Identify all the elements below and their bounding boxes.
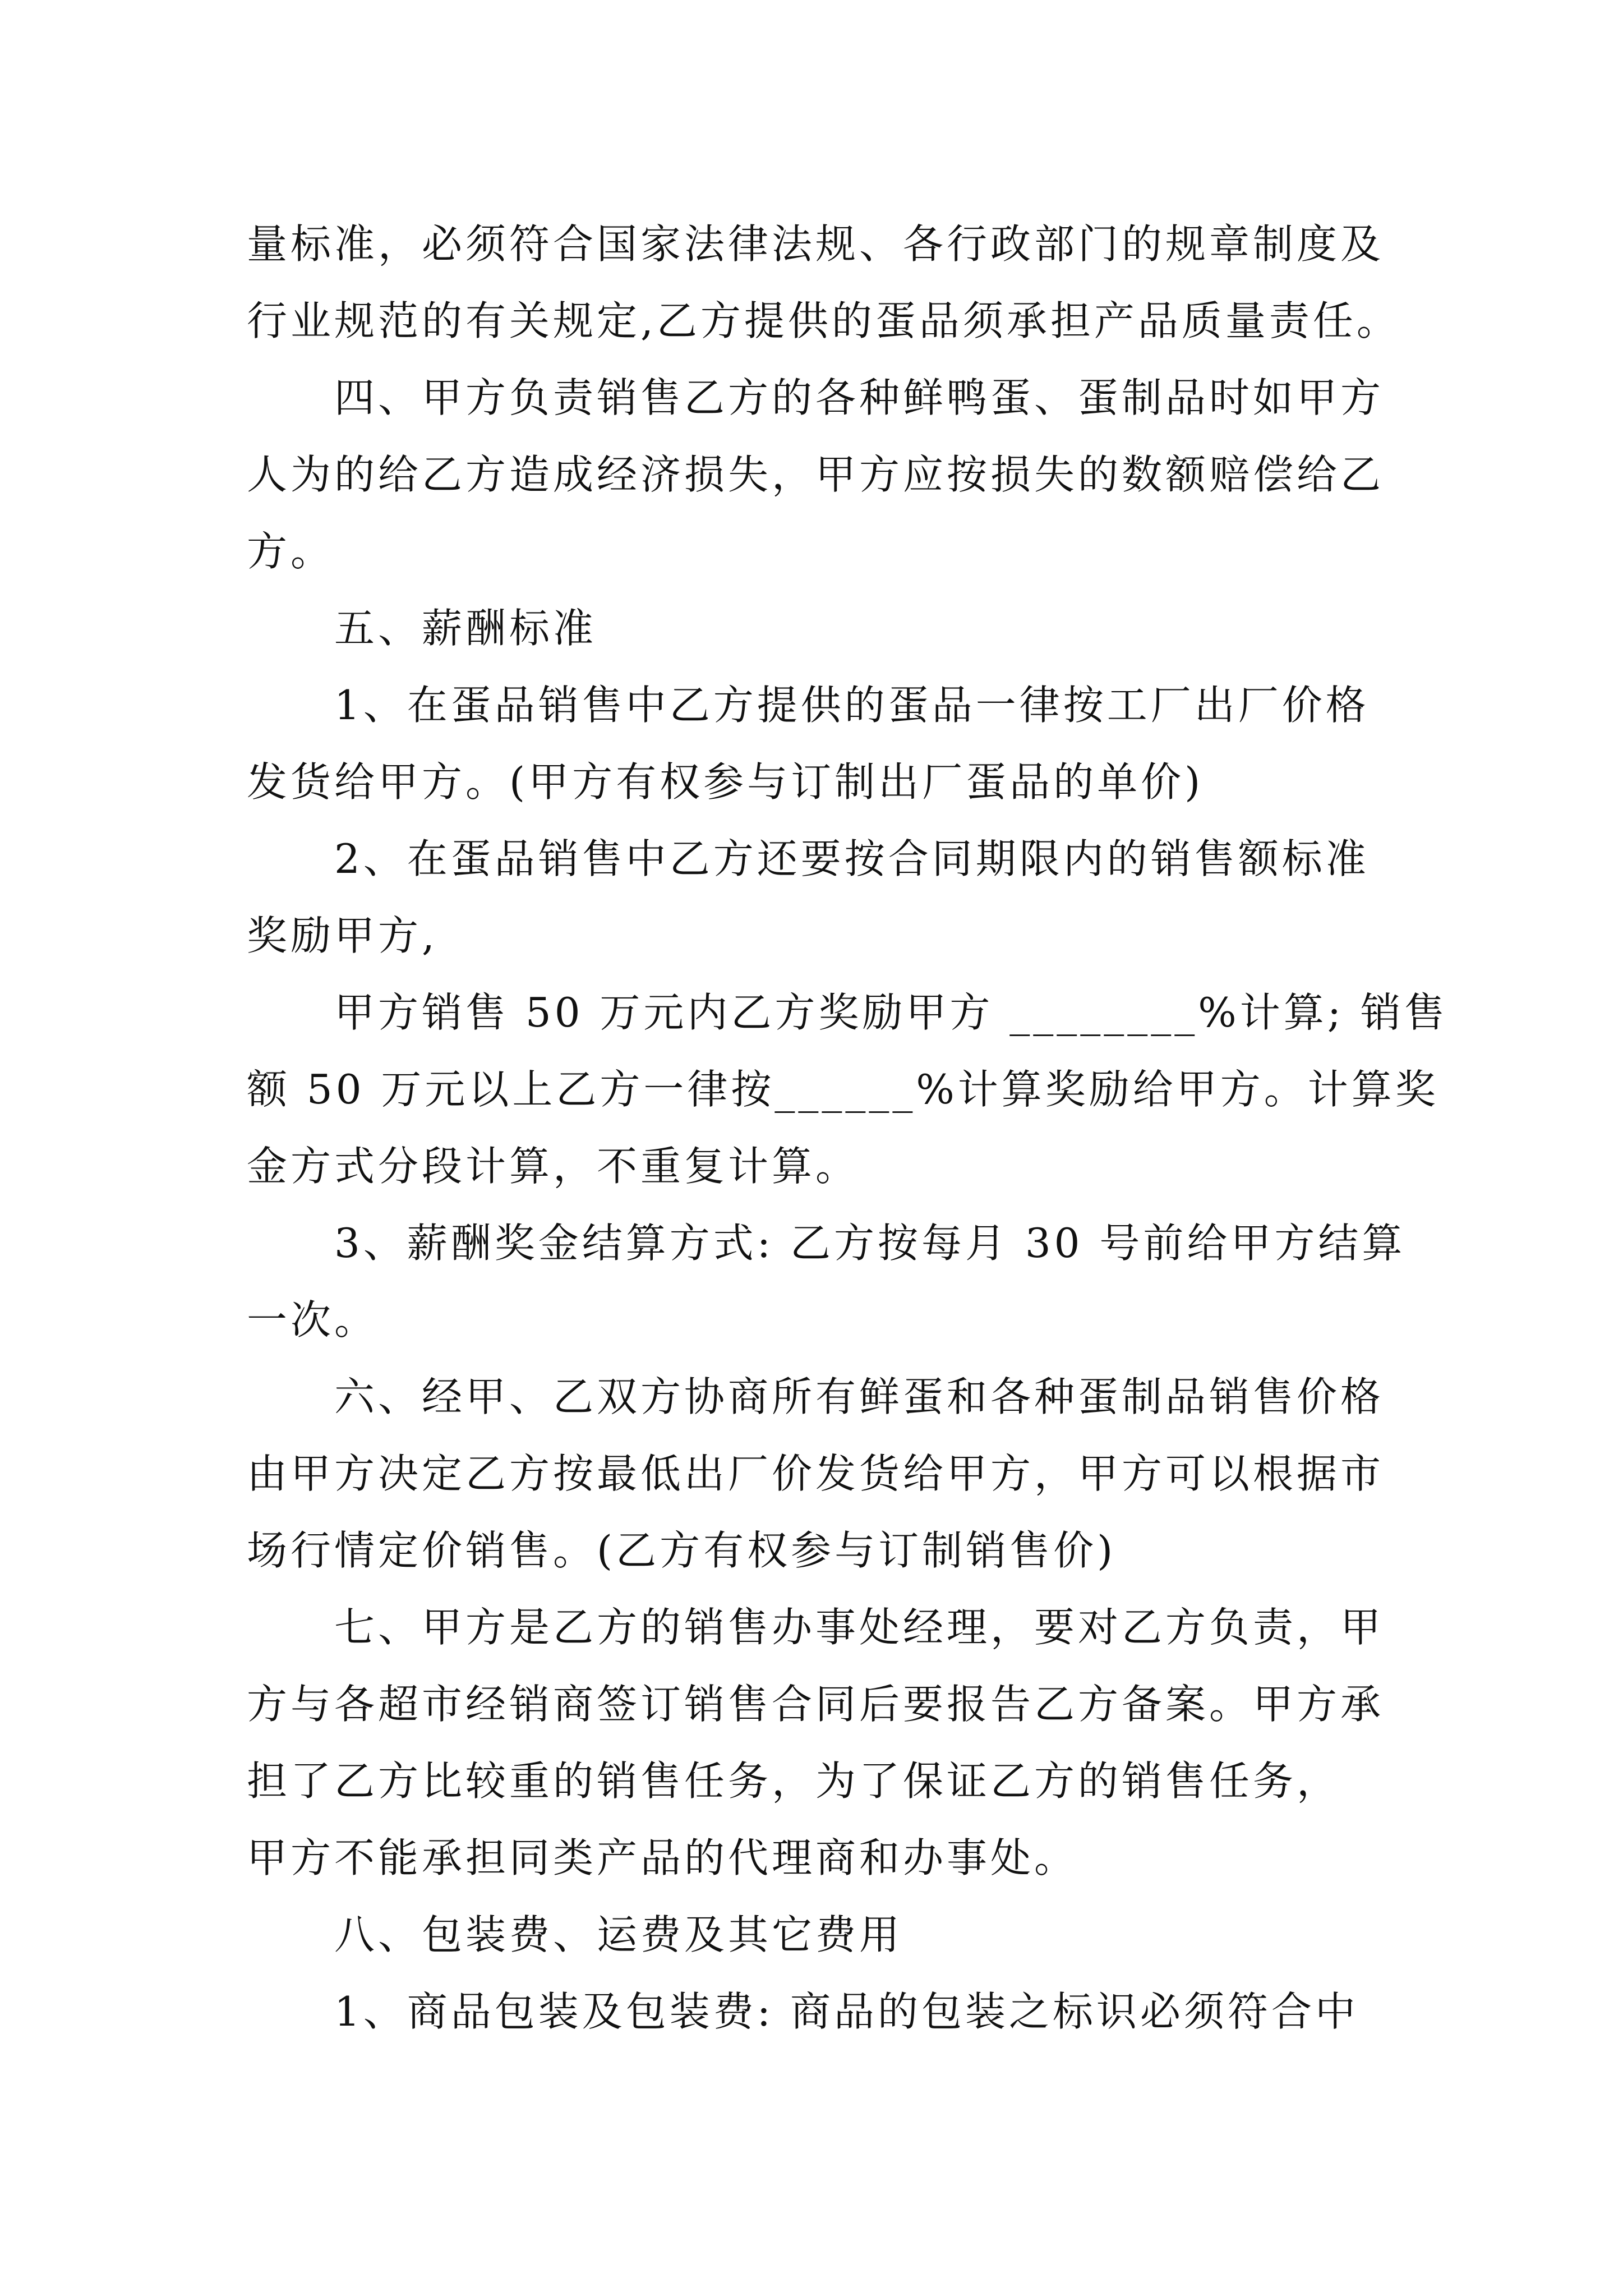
text-line-21: 担了乙方比较重的销售任务，为了保证乙方的销售任务，: [247, 1757, 1341, 1805]
text-line-4: 人为的给乙方造成经济损失，甲方应按损失的数额赔偿给乙: [247, 451, 1385, 498]
text-line-9: 2、在蛋品销售中乙方还要按合同期限内的销售额标准: [334, 835, 1370, 882]
text-line-10: 奖励甲方,: [247, 912, 438, 959]
text-line-15: 一次。: [247, 1296, 379, 1343]
text-line-19: 七、甲方是乙方的销售办事处经理，要对乙方负责，甲: [334, 1604, 1385, 1651]
text-line-3: 四、甲方负责销售乙方的各种鲜鸭蛋、蛋制品时如甲方: [334, 374, 1385, 421]
text-line-14: 3、薪酬奖金结算方式: 乙方按每月 30 号前给甲方结算: [334, 1220, 1406, 1267]
text-line-12: 额 50 万元以上乙方一律按______%计算奖励给甲方。计算奖: [247, 1066, 1439, 1113]
text-line-24: 1、商品包装及包装费: 商品的包装之标识必须符合中: [334, 1988, 1359, 2035]
text-line-17: 由甲方决定乙方按最低出厂价发货给甲方，甲方可以根据市: [247, 1450, 1385, 1497]
text-line-2: 行业规范的有关规定,乙方提供的蛋品须承担产品质量责任。: [247, 297, 1400, 344]
text-line-8: 发货给甲方。(甲方有权参与订制出厂蛋品的单价): [247, 758, 1204, 806]
text-line-1: 量标准，必须符合国家法律法规、各行政部门的规章制度及: [247, 220, 1385, 268]
text-line-18: 场行情定价销售。(乙方有权参与订制销售价): [247, 1527, 1117, 1574]
section-heading-salary: 五、薪酬标准: [334, 605, 597, 652]
text-line-7: 1、在蛋品销售中乙方提供的蛋品一律按工厂出厂价格: [334, 682, 1370, 729]
text-line-20: 方与各超市经销商签订销售合同后要报告乙方备案。甲方承: [247, 1681, 1385, 1728]
text-line-22: 甲方不能承担同类产品的代理商和办事处。: [247, 1834, 1078, 1881]
text-line-11: 甲方销售 50 万元内乙方奖励甲方 ________%计算; 销售: [334, 989, 1448, 1036]
text-line-16: 六、经甲、乙双方协商所有鲜蛋和各种蛋制品销售价格: [334, 1373, 1385, 1420]
text-line-13: 金方式分段计算，不重复计算。: [247, 1143, 860, 1190]
text-line-5: 方。: [247, 528, 335, 575]
section-heading-packaging: 八、包装费、运费及其它费用: [334, 1911, 903, 1958]
